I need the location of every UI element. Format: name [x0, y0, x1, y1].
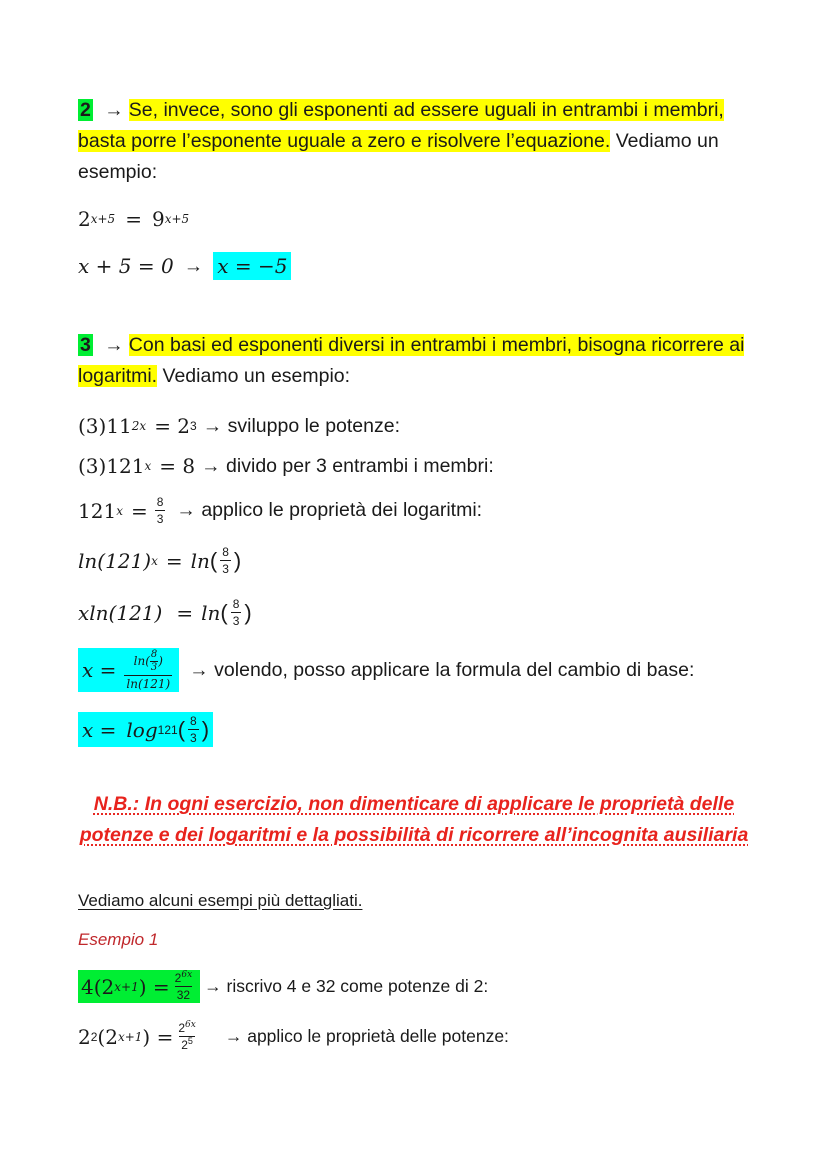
equation-line: 2 x+5 = 9 x+5 — [78, 207, 190, 231]
section-2-text: Vediamo un esempio: — [78, 130, 719, 183]
solution-highlight: x = −5 — [213, 252, 291, 280]
equation-highlight: 4(2 x+1 ) = $\frac{2^{6x}}{32}$ — [78, 970, 200, 1003]
equation-line: xln(121) = ln ( $\frac{8}{3}$ ) — [78, 597, 252, 628]
fraction: $\frac{8}{3}$ — [222, 545, 229, 576]
section-3-text: Vediamo un esempio: — [162, 365, 351, 387]
intro-text: Vediamo alcuni esempi più dettagliati. — [78, 891, 363, 910]
arrow-icon: → — [104, 99, 124, 121]
fraction: ln( $\frac{8}{3}$ ) ln(121) — [126, 649, 171, 691]
equation-line: (3)121 x = 8 → divido per 3 entrambi i membri: — [78, 454, 494, 478]
arrow-icon: → — [183, 254, 204, 277]
equation-line: x = ln( $\frac{8}{3}$ ) ln(121) → volendo, posso applicare la formula del cambio di base: — [78, 648, 694, 692]
result-highlight: x = ln( $\frac{8}{3}$ ) ln(121) — [78, 648, 179, 692]
equation-line: 2 2 (2 x+1 ) = $\frac{2^{6x}}{2^5}$ → applico le proprietà delle potenze: — [78, 1020, 509, 1052]
fraction: $\frac{8}{3}$ — [232, 597, 240, 628]
equation-line: ln(121) x = ln ( $\frac{8}{3}$ ) — [78, 545, 242, 576]
equation-line: (3)11 2x = 2 3 → sviluppo le potenze: — [78, 414, 401, 438]
section-2-paragraph — [78, 95, 750, 188]
fraction: $\frac{8}{3}$ — [156, 495, 164, 526]
arrow-icon: → — [104, 334, 124, 356]
result-highlight: x = log 121 ( $\frac{8}{3}$ ) — [78, 712, 213, 747]
nb-note: N.B.: In ogni esercizio, non dimenticare di applicare le proprietà delle potenze e dei logaritmi e la possibilità di ricorrere all’incognita ausiliaria — [79, 793, 749, 846]
section-2-number: 2 — [80, 99, 91, 121]
section-3-highlight: Con basi ed esponenti diversi in entrambi i membri, bisogna ricorrere ai logaritmi. — [78, 334, 745, 387]
equation-line — [78, 712, 213, 747]
section-3-number: 3 — [80, 334, 91, 356]
equation-line: x + 5 = 0 → x = −5 — [78, 252, 291, 280]
section-3-paragraph — [78, 330, 750, 392]
equation-line: 121 x = $\frac{8}{3}$ → applico le proprietà dei logaritmi: — [78, 495, 483, 526]
section-2-highlight: Se, invece, sono gli esponenti ad essere uguali in entrambi i membri, basta porre l’esponente uguale a zero e risolvere l’equazione. — [78, 99, 724, 152]
equation-line: 4(2 x+1 ) = $\frac{2^{6x}}{32}$ → riscrivo 4 e 32 come potenze di 2: — [78, 970, 488, 1003]
example-title: Esempio 1 — [78, 930, 159, 949]
fraction: $\frac{2^{6x}}{2^5}$ — [178, 1020, 196, 1052]
fraction: $\frac{8}{3}$ — [190, 714, 197, 745]
fraction: $\frac{2^{6x}}{32}$ — [174, 970, 193, 1002]
